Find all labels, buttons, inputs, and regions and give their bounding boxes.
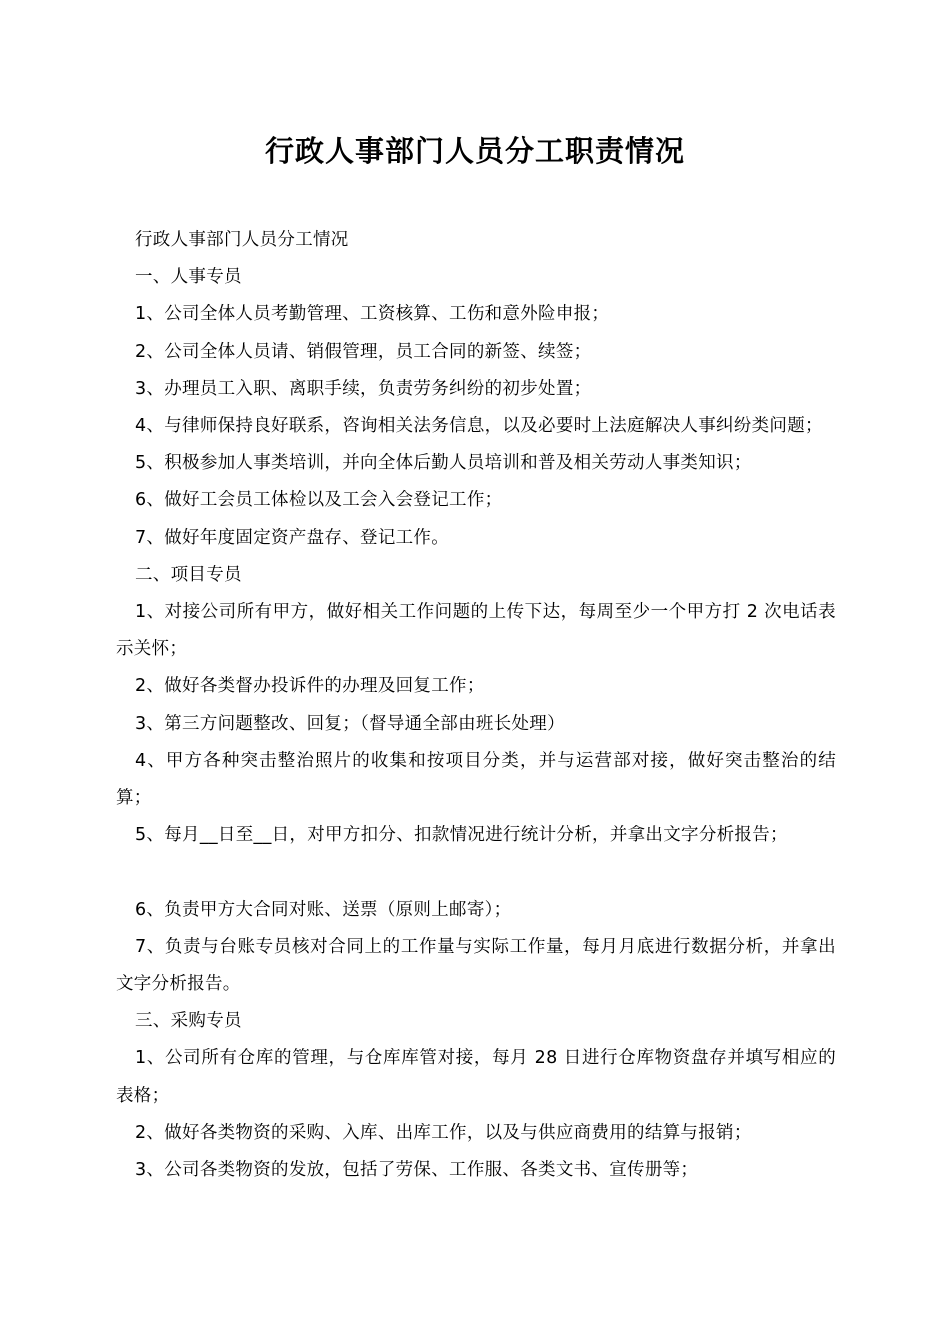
list-item: 1、对接公司所有甲方，做好相关工作问题的上传下达，每周至少一个甲方打 2 次电话表示关怀； [116,602,836,660]
list-item: 4、与律师保持良好联系，咨询相关法务信息，以及必要时上法庭解决人事纠纷类问题； [135,416,823,437]
list-item: 1、公司全体人员考勤管理、工资核算、工伤和意外险申报； [135,304,610,325]
list-item: 3、公司各类物资的发放，包括了劳保、工作服、各类文书、宣传册等； [135,1160,699,1181]
list-item: 1、公司所有仓库的管理，与仓库库管对接，每月 28 日进行仓库物资盘存并填写相应的表格； [116,1048,836,1106]
list-item: 4、甲方各种突击整治照片的收集和按项目分类，并与运营部对接，做好突击整治的结算； [116,750,836,809]
list-item: 3、第三方问题整改、回复；（督导通全部由班长处理） [135,713,565,734]
list-item: 2、公司全体人员请、销假管理，员工合同的新签、续签； [135,341,592,362]
list-item: 3、办理员工入职、离职手续，负责劳务纠纷的初步处置； [135,378,592,399]
section-heading-project-specialist: 二、项目专员 [135,564,242,585]
list-item: 6、做好工会员工体检以及工会入会登记工作； [135,490,503,511]
section-heading-hr-specialist: 一、人事专员 [135,267,242,288]
list-item: 7、负责与台账专员核对合同上的工作量与实际工作量，每月月底进行数据分析，并拿出文字分析报告。 [116,936,836,995]
list-item: 6、负责甲方大合同对账、送票（原则上邮寄）； [135,899,512,920]
document-body [116,222,836,1189]
section-heading-purchasing-specialist: 三、采购专员 [135,1011,242,1032]
document-title: 行政人事部门人员分工职责情况 [264,134,685,168]
list-item: 7、做好年度固定资产盘存、登记工作。 [135,527,450,548]
list-item: 5、积极参加人事类培训，并向全体后勤人员培训和普及相关劳动人事类知识； [135,453,752,474]
list-item: 2、做好各类督办投诉件的办理及回复工作； [135,676,485,697]
list-item: 2、做好各类物资的采购、入库、出库工作，以及与供应商费用的结算与报销； [135,1122,752,1143]
list-item: 5、每月__日至__日，对甲方扣分、扣款情况进行统计分析，并拿出文字分析报告； [135,825,788,846]
blank-line [116,854,836,891]
section-intro: 行政人事部门人员分工情况 [135,230,349,250]
